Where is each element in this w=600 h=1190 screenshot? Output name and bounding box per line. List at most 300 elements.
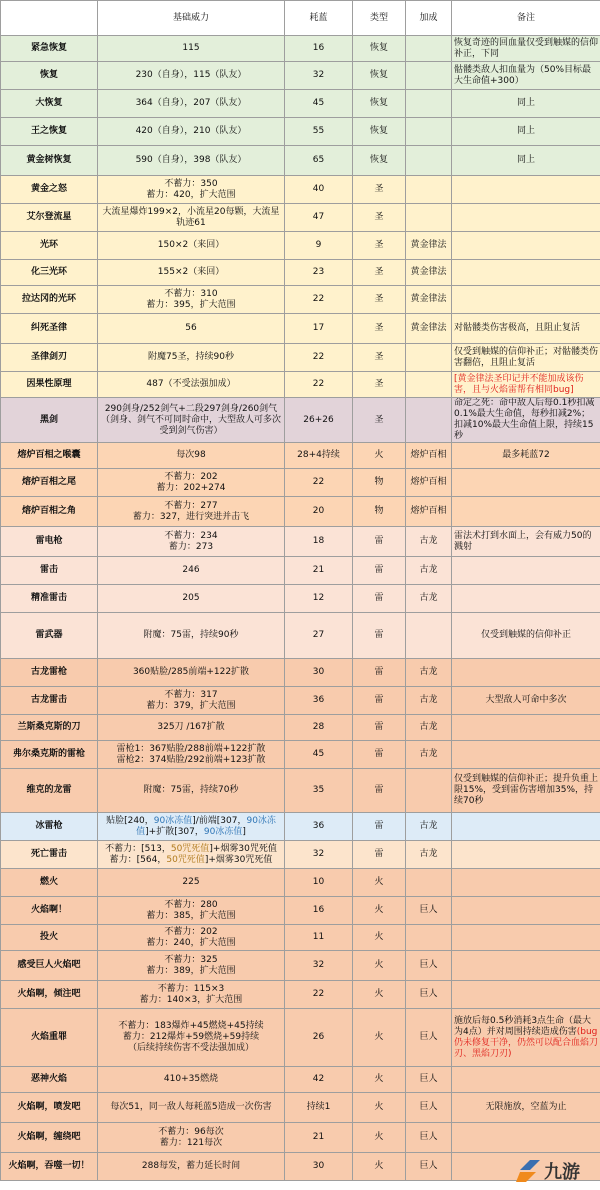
- cell-line: 蓄力：[564，50咒死值]+烟雾30咒死值: [109, 854, 273, 865]
- table-row: [1, 585, 600, 613]
- damage-type-cell: 火: [353, 897, 406, 925]
- note-cell: [452, 1009, 600, 1067]
- spell-name-cell: 火焰啊，吞噬一切！: [1, 1153, 98, 1181]
- note-cell: [452, 469, 600, 497]
- bonus-cell: 古龙: [406, 741, 452, 769]
- note-cell: [452, 232, 600, 260]
- table-row: [1, 443, 600, 469]
- table-row: [1, 659, 600, 687]
- power-cell: 56: [98, 314, 285, 344]
- fp-cost-cell: 9: [285, 232, 353, 260]
- power-cell: [98, 951, 285, 981]
- cell-line: 不蓄力：350: [164, 178, 218, 189]
- note-cell: 对骷髅类伤害极高，且阻止复活: [452, 314, 600, 344]
- note-cell: [452, 715, 600, 741]
- power-cell: 附魔：75雷，持续90秒: [98, 613, 285, 659]
- damage-type-cell: 雷: [353, 813, 406, 841]
- spell-name-cell: 艾尔登流星: [1, 204, 98, 232]
- highlight-text: 90冰冻值: [153, 815, 193, 826]
- power-cell: [98, 897, 285, 925]
- note-cell: [452, 813, 600, 841]
- power-cell: 364（自身），207（队友）: [98, 90, 285, 118]
- spell-name-cell: 纠死圣律: [1, 314, 98, 344]
- bonus-cell: [406, 344, 452, 372]
- power-cell: 205: [98, 585, 285, 613]
- table-row: [1, 260, 600, 286]
- fp-cost-cell: 28+4持续: [285, 443, 353, 469]
- damage-type-cell: 火: [353, 1067, 406, 1093]
- spell-name-cell: 黄金之怒: [1, 176, 98, 204]
- fp-cost-cell: 23: [285, 260, 353, 286]
- fp-cost-cell: 30: [285, 659, 353, 687]
- cell-line: 蓄力：327，进行突进并击飞: [132, 511, 250, 522]
- damage-type-cell: 雷: [353, 557, 406, 585]
- damage-type-cell: 火: [353, 1093, 406, 1123]
- bonus-cell: 黄金律法: [406, 260, 452, 286]
- power-cell: 每次98: [98, 443, 285, 469]
- note-cell: [452, 659, 600, 687]
- power-cell: 230（自身），115（队友）: [98, 62, 285, 90]
- damage-type-cell: 恢复: [353, 146, 406, 176]
- fp-cost-cell: 22: [285, 344, 353, 372]
- bonus-cell: 古龙: [406, 813, 452, 841]
- fp-cost-cell: 65: [285, 146, 353, 176]
- damage-type-cell: 圣: [353, 286, 406, 314]
- bonus-cell: [406, 613, 452, 659]
- table-row: [1, 925, 600, 951]
- note-cell: 恢复奇迹的回血量仅受到触媒的信仰补正，下同: [452, 36, 600, 62]
- power-cell: [98, 469, 285, 497]
- cell-line: 不蓄力：202: [164, 471, 218, 482]
- cell-line: 雷枪2：374贴脸/292前端+123扩散: [116, 754, 266, 765]
- fp-cost-cell: 30: [285, 1153, 353, 1181]
- cell-line: 不蓄力：325: [164, 954, 218, 965]
- spell-name-cell: 感受巨人火焰吧: [1, 951, 98, 981]
- watermark-logo: [514, 1156, 594, 1186]
- table-row: [1, 398, 600, 443]
- power-cell: 420（自身），210（队友）: [98, 118, 285, 146]
- table-row: [1, 1093, 600, 1123]
- table-body: [1, 36, 600, 1181]
- table-row: [1, 1153, 600, 1181]
- header-type: 类型: [353, 1, 406, 36]
- fp-cost-cell: 32: [285, 951, 353, 981]
- table-row: [1, 62, 600, 90]
- note-cell: 仅受到触媒的信仰补正；对骷髅类伤害翻倍，且阻止复活: [452, 344, 600, 372]
- damage-type-cell: 圣: [353, 176, 406, 204]
- bonus-cell: [406, 372, 452, 398]
- spell-name-cell: 火焰啊，喷发吧: [1, 1093, 98, 1123]
- fp-cost-cell: 11: [285, 925, 353, 951]
- header-bonus: 加成: [406, 1, 452, 36]
- damage-type-cell: 物: [353, 497, 406, 527]
- note-cell: [452, 204, 600, 232]
- cell-line: 蓄力：385，扩大范围: [146, 910, 236, 921]
- power-cell: [98, 925, 285, 951]
- note-cell: [452, 176, 600, 204]
- table-row: [1, 741, 600, 769]
- power-cell: [98, 687, 285, 715]
- bonus-cell: [406, 62, 452, 90]
- spell-name-cell: 火焰重罪: [1, 1009, 98, 1067]
- bonus-cell: 黄金律法: [406, 286, 452, 314]
- power-cell: 155×2（来回）: [98, 260, 285, 286]
- damage-type-cell: 火: [353, 981, 406, 1009]
- spell-name-cell: 火焰啊，缠绕吧: [1, 1123, 98, 1153]
- bonus-cell: 古龙: [406, 585, 452, 613]
- damage-type-cell: 雷: [353, 741, 406, 769]
- spell-name-cell: 火焰啊，倾注吧: [1, 981, 98, 1009]
- damage-type-cell: 火: [353, 951, 406, 981]
- spell-name-cell: 死亡雷击: [1, 841, 98, 869]
- cell-line: 不蓄力：317: [164, 689, 218, 700]
- spell-name-cell: 恶神火焰: [1, 1067, 98, 1093]
- power-cell: [98, 741, 285, 769]
- spell-name-cell: 黑剑: [1, 398, 98, 443]
- fp-cost-cell: 16: [285, 897, 353, 925]
- fp-cost-cell: 27: [285, 613, 353, 659]
- fp-cost-cell: 40: [285, 176, 353, 204]
- table-row: [1, 527, 600, 557]
- spell-name-cell: 因果性原理: [1, 372, 98, 398]
- fp-cost-cell: 47: [285, 204, 353, 232]
- damage-type-cell: 雷: [353, 527, 406, 557]
- note-cell: [黄金律法圣印记并不能加成该伤害，且与火焰雷帮有相同bug]: [452, 372, 600, 398]
- damage-type-cell: 雷: [353, 585, 406, 613]
- cell-line: 蓄力：389，扩大范围: [146, 965, 236, 976]
- power-cell: [98, 1123, 285, 1153]
- note-cell: [452, 981, 600, 1009]
- bonus-cell: 古龙: [406, 527, 452, 557]
- note-cell: 命定之死：命中敌人后每0.1秒扣减0.1%最大生命值，每秒扣减2%；扣减10%最大生命值上限，持续15秒: [452, 398, 600, 443]
- table-row: [1, 497, 600, 527]
- fp-cost-cell: 12: [285, 585, 353, 613]
- note-cell: [452, 951, 600, 981]
- header-power: 基础威力: [98, 1, 285, 36]
- note-cell: 骷髅类敌人扣血量为（50%目标最大生命值+300）: [452, 62, 600, 90]
- damage-type-cell: 火: [353, 1123, 406, 1153]
- cell-line: 不蓄力：310: [164, 288, 218, 299]
- highlight-text: 90冰冻值: [136, 815, 276, 837]
- power-cell: 325刀 /167扩散: [98, 715, 285, 741]
- damage-type-cell: 雷: [353, 715, 406, 741]
- damage-type-cell: 恢复: [353, 36, 406, 62]
- fp-cost-cell: 22: [285, 286, 353, 314]
- bonus-cell: 熔炉百相: [406, 497, 452, 527]
- fp-cost-cell: 36: [285, 687, 353, 715]
- note-text: 施放后每0.5秒消耗3点生命（最大为4点）并对周围持续造成伤害: [454, 1015, 592, 1037]
- bonus-cell: 熔炉百相: [406, 469, 452, 497]
- table-row: [1, 36, 600, 62]
- bonus-cell: 古龙: [406, 715, 452, 741]
- table-row: [1, 687, 600, 715]
- note-cell: 雷法术打到水面上，会有威力50的溅射: [452, 527, 600, 557]
- power-cell: [98, 497, 285, 527]
- fp-cost-cell: 22: [285, 372, 353, 398]
- damage-type-cell: 火: [353, 1009, 406, 1067]
- fp-cost-cell: 17: [285, 314, 353, 344]
- cell-line: 不蓄力：[513，50咒死值]+烟雾30咒死值: [105, 843, 277, 854]
- spell-name-cell: 黄金树恢复: [1, 146, 98, 176]
- note-cell: 同上: [452, 146, 600, 176]
- bonus-cell: 巨人: [406, 1093, 452, 1123]
- spell-name-cell: 大恢复: [1, 90, 98, 118]
- note-cell: [452, 841, 600, 869]
- table-row: [1, 176, 600, 204]
- cell-line: 蓄力：273: [168, 541, 214, 552]
- table-row: [1, 1123, 600, 1153]
- fp-cost-cell: 21: [285, 557, 353, 585]
- power-cell: [98, 813, 285, 841]
- table-row: [1, 951, 600, 981]
- power-cell: 150×2（来回）: [98, 232, 285, 260]
- cell-line: 不蓄力：202: [164, 926, 218, 937]
- table-row: [1, 1067, 600, 1093]
- fp-cost-cell: 22: [285, 981, 353, 1009]
- damage-type-cell: 恢复: [353, 62, 406, 90]
- bonus-cell: 古龙: [406, 687, 452, 715]
- fp-cost-cell: 10: [285, 869, 353, 897]
- bonus-cell: [406, 90, 452, 118]
- spell-name-cell: 恢复: [1, 62, 98, 90]
- damage-type-cell: 雷: [353, 659, 406, 687]
- damage-type-cell: 物: [353, 469, 406, 497]
- bonus-cell: 黄金律法: [406, 314, 452, 344]
- cell-line: （后续持续伤害不受法强加成）: [127, 1043, 254, 1053]
- power-cell: 288每发，蓄力延长时间: [98, 1153, 285, 1181]
- table-row: [1, 981, 600, 1009]
- power-cell: [98, 176, 285, 204]
- note-cell: 大型敌人可命中多次: [452, 687, 600, 715]
- power-cell: [98, 1009, 285, 1067]
- cell-line: 蓄力：121每次: [159, 1137, 223, 1148]
- header-name: [1, 1, 98, 36]
- fp-cost-cell: 20: [285, 497, 353, 527]
- spell-name-cell: 熔炉百相之角: [1, 497, 98, 527]
- damage-type-cell: 圣: [353, 260, 406, 286]
- cell-line: 蓄力：395，扩大范围: [146, 299, 236, 310]
- bonus-cell: 巨人: [406, 951, 452, 981]
- power-cell: 487（不受法强加成）: [98, 372, 285, 398]
- damage-type-cell: 圣: [353, 372, 406, 398]
- bonus-cell: [406, 769, 452, 813]
- spell-name-cell: 熔炉百相之尾: [1, 469, 98, 497]
- cell-line: 蓄力：420，扩大范围: [146, 189, 236, 200]
- bonus-cell: 古龙: [406, 557, 452, 585]
- fp-cost-cell: 28: [285, 715, 353, 741]
- spell-name-cell: 雷击: [1, 557, 98, 585]
- spell-name-cell: 兰斯桑克斯的刀: [1, 715, 98, 741]
- bonus-cell: 古龙: [406, 659, 452, 687]
- spell-name-cell: 紧急恢复: [1, 36, 98, 62]
- bonus-cell: [406, 869, 452, 897]
- table-row: [1, 613, 600, 659]
- damage-type-cell: 圣: [353, 398, 406, 443]
- highlight-text: 50咒死值: [170, 843, 210, 854]
- table-row: [1, 841, 600, 869]
- cell-line: 蓄力：202+274: [156, 482, 226, 493]
- fp-cost-cell: 45: [285, 90, 353, 118]
- damage-type-cell: 恢复: [353, 90, 406, 118]
- bonus-cell: 巨人: [406, 897, 452, 925]
- fp-cost-cell: 22: [285, 469, 353, 497]
- cell-line: 雷枪1：367贴脸/288前端+122扩散: [116, 743, 266, 754]
- cell-line: 蓄力：379，扩大范围: [146, 700, 236, 711]
- note-cell: [452, 585, 600, 613]
- damage-type-cell: 圣: [353, 232, 406, 260]
- spell-name-cell: 光环: [1, 232, 98, 260]
- bonus-cell: 黄金律法: [406, 232, 452, 260]
- damage-type-cell: 火: [353, 925, 406, 951]
- cell-line: 不蓄力：96每次: [158, 1126, 224, 1137]
- power-cell: 246: [98, 557, 285, 585]
- table-row: [1, 314, 600, 344]
- bonus-cell: [406, 925, 452, 951]
- spell-name-cell: 化三光环: [1, 260, 98, 286]
- spell-name-cell: 投火: [1, 925, 98, 951]
- spell-name-cell: 圣律剑刃: [1, 344, 98, 372]
- table-row: [1, 869, 600, 897]
- power-cell: [98, 527, 285, 557]
- power-cell: 附魔75圣，持续90秒: [98, 344, 285, 372]
- cell-line: 不蓄力：115×3: [157, 983, 225, 994]
- note-cell: [452, 260, 600, 286]
- cell-line: 不蓄力：280: [164, 899, 218, 910]
- fp-cost-cell: 35: [285, 769, 353, 813]
- power-cell: 590（自身），398（队友）: [98, 146, 285, 176]
- table-row: [1, 813, 600, 841]
- power-cell: 每次51，同一敌人每耗蓝5造成一次伤害: [98, 1093, 285, 1123]
- damage-type-cell: 圣: [353, 344, 406, 372]
- spell-name-cell: 古龙雷击: [1, 687, 98, 715]
- header-row: [1, 1, 600, 36]
- power-cell: 225: [98, 869, 285, 897]
- bonus-cell: [406, 398, 452, 443]
- note-cell: [452, 1067, 600, 1093]
- table-row: [1, 1009, 600, 1067]
- table-row: [1, 146, 600, 176]
- spell-name-cell: 精准雷击: [1, 585, 98, 613]
- spell-name-cell: 拉达冈的光环: [1, 286, 98, 314]
- cell-line: 蓄力：240，扩大范围: [146, 937, 236, 948]
- damage-type-cell: 圣: [353, 314, 406, 344]
- power-cell: 115: [98, 36, 285, 62]
- note-cell: 仅受到触媒的信仰补正；提升负重上限15%，受到雷伤害增加35%，持续70秒: [452, 769, 600, 813]
- power-cell: [98, 286, 285, 314]
- note-cell: [452, 497, 600, 527]
- bonus-cell: 巨人: [406, 1009, 452, 1067]
- cell-line: 不蓄力：277: [164, 500, 218, 511]
- power-cell: [98, 841, 285, 869]
- spell-name-cell: 雷电枪: [1, 527, 98, 557]
- bonus-cell: 巨人: [406, 1123, 452, 1153]
- spell-name-cell: 王之恢复: [1, 118, 98, 146]
- table-row: [1, 769, 600, 813]
- note-cell: [452, 1123, 600, 1153]
- cell-line: 蓄力：140×3，扩大范围: [139, 994, 243, 1005]
- note-cell: 同上: [452, 90, 600, 118]
- power-cell: 290剑身/252剑气+二段297剑身/260剑气（剑身、剑气不可同时命中，大型敌人可多次受到剑气伤害）: [98, 398, 285, 443]
- damage-type-cell: 雷: [353, 841, 406, 869]
- spell-name-cell: 冰雷枪: [1, 813, 98, 841]
- highlight-text: 50咒死值: [166, 854, 205, 865]
- header-fp: 耗蓝: [285, 1, 353, 36]
- bonus-cell: [406, 176, 452, 204]
- spell-name-cell: 燃火: [1, 869, 98, 897]
- table-row: [1, 90, 600, 118]
- bonus-cell: [406, 118, 452, 146]
- table-row: [1, 557, 600, 585]
- svg-text:九游: 九游: [544, 1162, 580, 1183]
- note-cell: [452, 897, 600, 925]
- bonus-cell: 古龙: [406, 841, 452, 869]
- damage-type-cell: 圣: [353, 204, 406, 232]
- power-cell: 附魔：75雷，持续70秒: [98, 769, 285, 813]
- fp-cost-cell: 36: [285, 813, 353, 841]
- spell-name-cell: 维克的龙雷: [1, 769, 98, 813]
- power-cell: [98, 981, 285, 1009]
- note-cell: [452, 741, 600, 769]
- header-note: 备注: [452, 1, 600, 36]
- fp-cost-cell: 持续1: [285, 1093, 353, 1123]
- fp-cost-cell: 26: [285, 1009, 353, 1067]
- table-row: [1, 897, 600, 925]
- note-cell: [452, 286, 600, 314]
- fp-cost-cell: 26+26: [285, 398, 353, 443]
- damage-type-cell: 火: [353, 443, 406, 469]
- table-row: [1, 232, 600, 260]
- note-cell: 同上: [452, 118, 600, 146]
- bonus-cell: [406, 36, 452, 62]
- cell-line: 贴脸[240，90冰冻值]/前端[307，90冰冻值]+扩散[307，90冰冻值]: [106, 815, 276, 837]
- note-cell: [452, 925, 600, 951]
- fp-cost-cell: 18: [285, 527, 353, 557]
- bonus-cell: 巨人: [406, 1153, 452, 1181]
- damage-type-cell: 雷: [353, 769, 406, 813]
- damage-type-cell: 火: [353, 869, 406, 897]
- fp-cost-cell: 16: [285, 36, 353, 62]
- fp-cost-cell: 32: [285, 841, 353, 869]
- bonus-cell: 熔炉百相: [406, 443, 452, 469]
- note-cell: 最多耗蓝72: [452, 443, 600, 469]
- fp-cost-cell: 45: [285, 741, 353, 769]
- highlight-text: 90冰冻值: [203, 826, 243, 837]
- spell-name-cell: 火焰啊！: [1, 897, 98, 925]
- bonus-cell: 巨人: [406, 981, 452, 1009]
- cell-line: 不蓄力：234: [164, 530, 218, 541]
- spell-name-cell: 雷武器: [1, 613, 98, 659]
- power-cell: 360贴脸/285前端+122扩散: [98, 659, 285, 687]
- table-row: [1, 715, 600, 741]
- bonus-cell: [406, 146, 452, 176]
- table-row: [1, 372, 600, 398]
- table-row: [1, 204, 600, 232]
- table-row: [1, 344, 600, 372]
- fp-cost-cell: 32: [285, 62, 353, 90]
- note-cell: [452, 869, 600, 897]
- damage-type-cell: 火: [353, 1153, 406, 1181]
- note-cell: 仅受到触媒的信仰补正: [452, 613, 600, 659]
- note-cell: [452, 557, 600, 585]
- bonus-cell: 巨人: [406, 1067, 452, 1093]
- note-warning-text: (bug仍未修复干净，仍然可以配合血焰刀刃、黑焰刀刃): [454, 1026, 599, 1059]
- spell-name-cell: 古龙雷枪: [1, 659, 98, 687]
- fp-cost-cell: 55: [285, 118, 353, 146]
- power-cell: 410+35燃烧: [98, 1067, 285, 1093]
- damage-type-cell: 雷: [353, 613, 406, 659]
- spell-name-cell: 熔炉百相之喉囊: [1, 443, 98, 469]
- fp-cost-cell: 42: [285, 1067, 353, 1093]
